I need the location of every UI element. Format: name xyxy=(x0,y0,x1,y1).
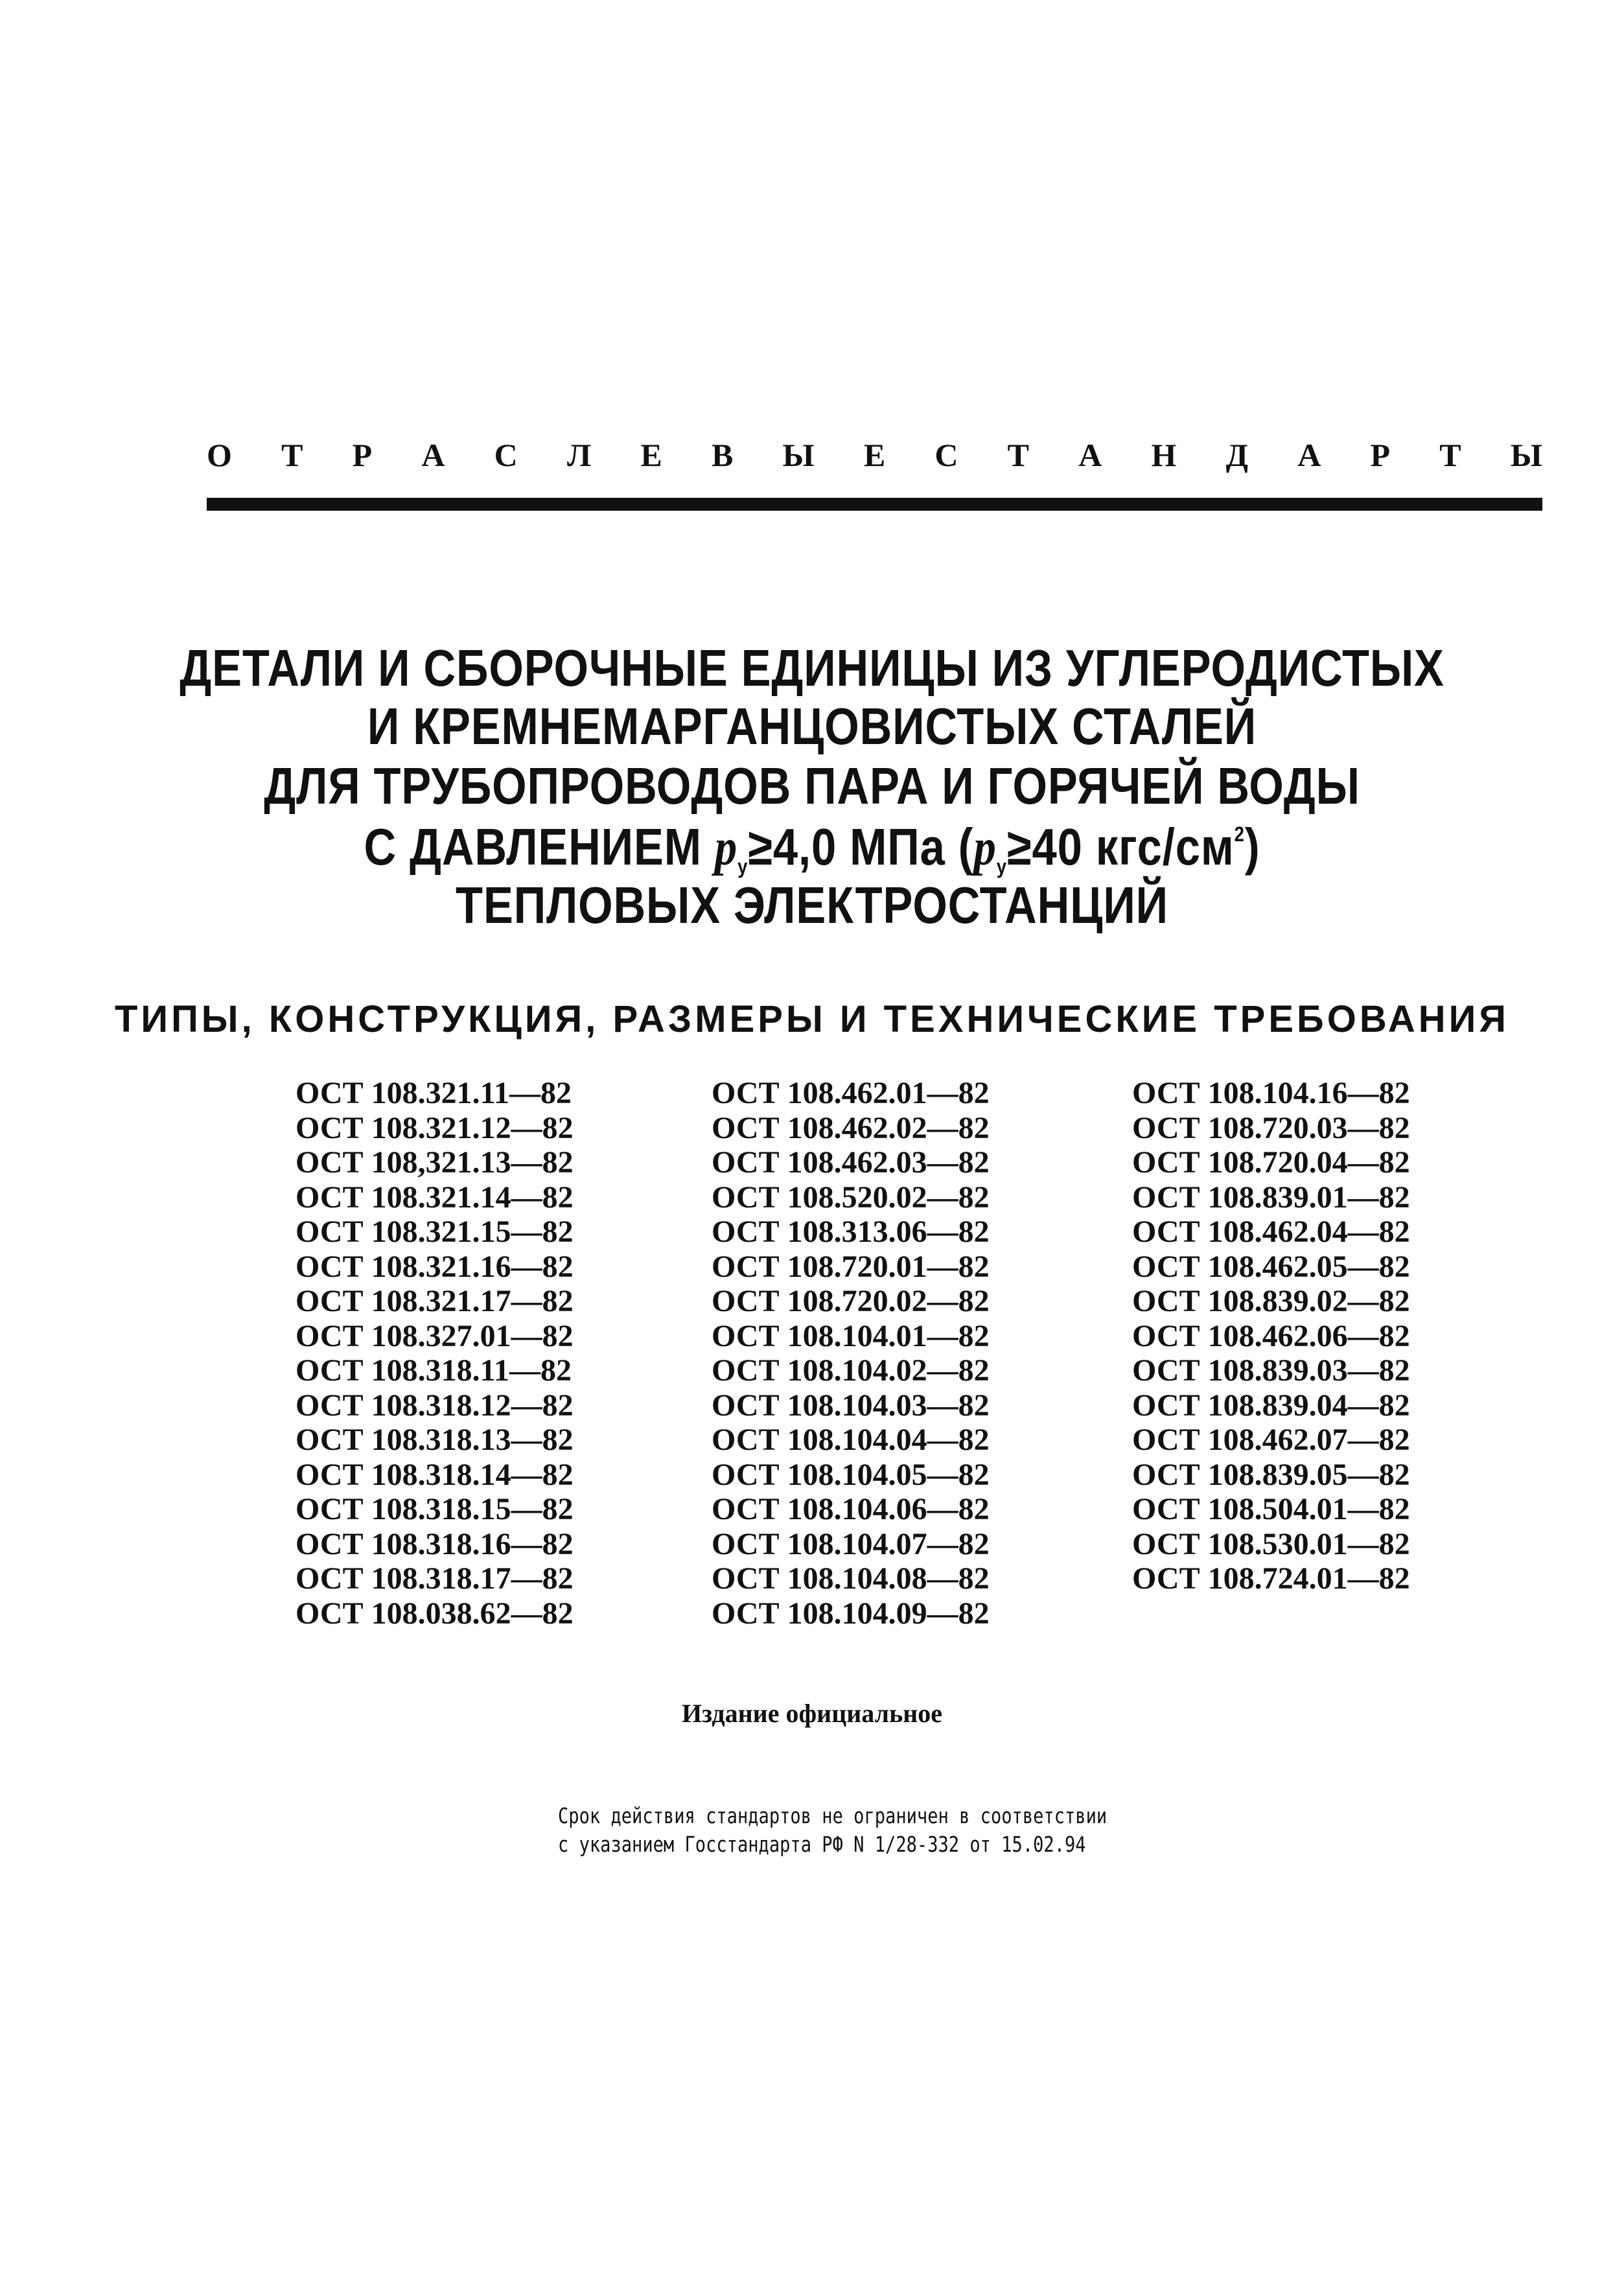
series-letter: Д xyxy=(1225,437,1248,473)
standard-item: ОСТ 108.104.06—82 xyxy=(712,1492,990,1526)
standard-item: ОСТ 108.520.02—82 xyxy=(712,1180,990,1215)
standard-item: ОСТ 108.839.01—82 xyxy=(1132,1180,1410,1215)
standard-item: ОСТ 108.462.05—82 xyxy=(1132,1249,1410,1284)
series-letter: Ы xyxy=(1510,437,1542,473)
standard-item: ОСТ 108.321.15—82 xyxy=(296,1215,574,1249)
standard-item: ОСТ 108.839.04—82 xyxy=(1132,1388,1410,1423)
series-letter: Л xyxy=(566,437,592,473)
standard-item: ОСТ 108.104.02—82 xyxy=(712,1353,990,1388)
standard-item: ОСТ 108.724.01—82 xyxy=(1132,1561,1410,1596)
series-letter: А xyxy=(421,437,445,473)
standard-item: ОСТ 108.104.09—82 xyxy=(712,1596,990,1631)
standards-column-2 xyxy=(712,1076,990,1631)
standard-item: ОСТ 108.720.02—82 xyxy=(712,1284,990,1318)
standard-item: ОСТ 108.318.17—82 xyxy=(296,1561,574,1596)
standard-item: ОСТ 108.839.05—82 xyxy=(1132,1457,1410,1492)
standard-item: ОСТ 108.104.01—82 xyxy=(712,1318,990,1353)
standard-item: ОСТ 108.321.12—82 xyxy=(296,1110,574,1145)
series-letter: Т xyxy=(281,437,303,473)
standard-item: ОСТ 108.462.01—82 xyxy=(712,1076,990,1110)
standard-item: ОСТ 108.104.05—82 xyxy=(712,1457,990,1492)
standard-item: ОСТ 108.318.15—82 xyxy=(296,1492,574,1526)
title-text: ) xyxy=(1244,818,1260,876)
standard-item: ОСТ 108.839.03—82 xyxy=(1132,1353,1410,1388)
series-letter: А xyxy=(1297,437,1321,473)
standard-item: ОСТ 108,321.13—82 xyxy=(296,1145,574,1180)
series-letter: Р xyxy=(1370,437,1391,473)
standard-item: ОСТ 108.104.08—82 xyxy=(712,1561,990,1596)
standard-item: ОСТ 108.104.16—82 xyxy=(1132,1076,1410,1110)
standard-item: ОСТ 108.462.04—82 xyxy=(1132,1215,1410,1249)
subscript-y: у xyxy=(996,855,1007,878)
standard-item: ОСТ 108.104.07—82 xyxy=(712,1526,990,1561)
standards-column-1 xyxy=(296,1076,574,1631)
standard-item: ОСТ 108.038.62—82 xyxy=(296,1596,574,1631)
standard-item: ОСТ 108.720.04—82 xyxy=(1132,1145,1410,1180)
standard-item: ОСТ 108.462.03—82 xyxy=(712,1145,990,1180)
symbol-p: p xyxy=(973,819,997,876)
standard-item: ОСТ 108.530.01—82 xyxy=(1132,1526,1410,1561)
series-letter: Т xyxy=(1439,437,1461,473)
standard-item: ОСТ 108.720.03—82 xyxy=(1132,1110,1410,1145)
standard-item: ОСТ 108.104.04—82 xyxy=(712,1423,990,1457)
title-text: ≥4,0 МПа ( xyxy=(748,818,974,876)
subscript-y: у xyxy=(737,855,748,878)
standard-item: ОСТ 108.504.01—82 xyxy=(1132,1492,1410,1526)
title-line-2: И КРЕМНЕМАРГАНЦОВИСТЫХ СТАЛЕЙ xyxy=(367,697,1257,755)
validity-note xyxy=(558,1802,1107,1859)
title-line-5: ТЕПЛОВЫХ ЭЛЕКТРОСТАНЦИЙ xyxy=(456,876,1168,934)
superscript-2: 2 xyxy=(1234,822,1245,846)
note-line-1: Срок действия стандартов не ограничен в соответствии xyxy=(558,1803,1108,1828)
title-text: ≥40 кгс/см xyxy=(1006,818,1235,876)
standard-item: ОСТ 108.318.11—82 xyxy=(296,1353,572,1388)
standard-item: ОСТ 108.318.14—82 xyxy=(296,1457,574,1492)
series-letter: Ы xyxy=(782,437,815,473)
standard-item: ОСТ 108.321.14—82 xyxy=(296,1180,574,1215)
title-text: С ДАВЛЕНИЕМ xyxy=(364,818,715,876)
series-letter: Е xyxy=(640,437,662,473)
standard-item: ОСТ 108.462.07—82 xyxy=(1132,1423,1410,1457)
standard-item: ОСТ 108.321.11—82 xyxy=(296,1076,572,1110)
standard-item: ОСТ 108.327.01—82 xyxy=(296,1318,574,1353)
note-line-2: с указанием Госстандарта РФ N 1/28-332 от 15.02.94 xyxy=(558,1832,1086,1857)
standards-column-3 xyxy=(1132,1076,1410,1596)
standard-item: ОСТ 108.321.17—82 xyxy=(296,1284,574,1318)
series-letter: С xyxy=(934,437,958,473)
standard-item: ОСТ 108.839.02—82 xyxy=(1132,1284,1410,1318)
standard-item: ОСТ 108.462.02—82 xyxy=(712,1110,990,1145)
standard-item: ОСТ 108.462.06—82 xyxy=(1132,1318,1410,1353)
series-letter: Т xyxy=(1007,437,1030,473)
series-letter: С xyxy=(494,437,518,473)
series-header xyxy=(207,436,1542,474)
series-letter: О xyxy=(207,437,232,473)
header-rule xyxy=(207,498,1542,511)
series-letter: Н xyxy=(1151,437,1177,473)
title-line-4 xyxy=(113,818,1510,878)
standard-item: ОСТ 108.313.06—82 xyxy=(712,1215,990,1249)
symbol-p: p xyxy=(714,819,738,876)
subtitle: ТИПЫ, КОНСТРУКЦИЯ, РАЗМЕРЫ И ТЕХНИЧЕСКИЕ ТРЕБОВАНИЯ xyxy=(115,998,1509,1040)
series-letter: Р xyxy=(352,437,373,473)
standard-item: ОСТ 108.318.13—82 xyxy=(296,1423,574,1457)
series-letter: А xyxy=(1078,437,1102,473)
standard-item: ОСТ 108.104.03—82 xyxy=(712,1388,990,1423)
series-letter: В xyxy=(711,437,734,473)
title-line-1: ДЕТАЛИ И СБОРОЧНЫЕ ЕДИНИЦЫ ИЗ УГЛЕРОДИСТЫХ xyxy=(180,639,1444,697)
standard-item: ОСТ 108.318.12—82 xyxy=(296,1388,574,1423)
title-line-3: ДЛЯ ТРУБОПРОВОДОВ ПАРА И ГОРЯЧЕЙ ВОДЫ xyxy=(264,757,1360,815)
standard-item: ОСТ 108.321.16—82 xyxy=(296,1249,574,1284)
series-letter: Е xyxy=(863,437,886,473)
standard-item: ОСТ 108.318.16—82 xyxy=(296,1526,574,1561)
standard-item: ОСТ 108.720.01—82 xyxy=(712,1249,990,1284)
edition-label: Издание официальное xyxy=(681,1699,943,1728)
